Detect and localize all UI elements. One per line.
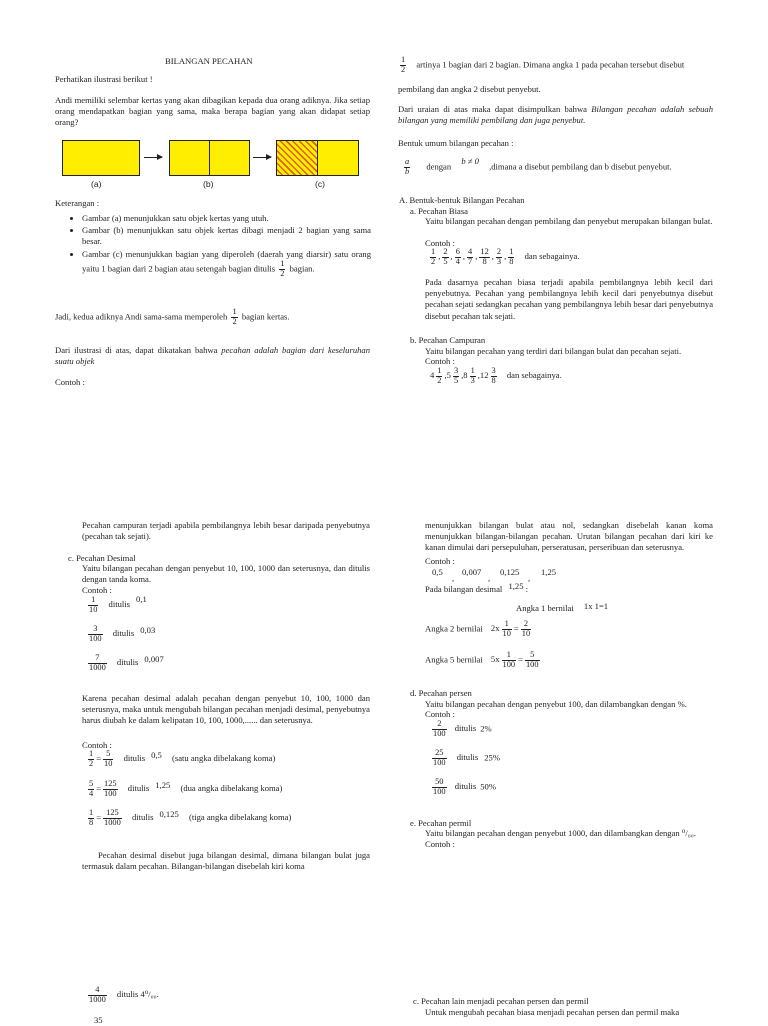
pembilang-text: pembilang dan angka 2 disebut penyebut. xyxy=(398,84,541,94)
conversion-example-1: $\frac{1}{2}$ = $\frac{5}{10}$ ditulis 0,5 (satu angka dibelakang koma) xyxy=(89,749,276,768)
contoh-label: Contoh : xyxy=(82,740,112,750)
section-a-heading: A. Bentuk-bentuk Bilangan Pecahan xyxy=(399,195,525,205)
pecahan-permil-heading: e. Pecahan permil xyxy=(410,818,472,828)
pecahan-persen-def: Yaitu bilangan pecahan dengan penyebut 100, dan dilambangkan dengan %. xyxy=(425,699,687,709)
fraction-half: $\frac{1}{2}$ xyxy=(401,55,406,74)
fraction-example: $\frac{12}{8}$ xyxy=(480,247,489,266)
persen-example-3: $\frac{50}{100}$ ditulis 50% xyxy=(433,777,496,796)
bullet-b: • Gambar (b) menunjukkan satu objek kertas dibagi menjadi 2 bagian yang sama besar. xyxy=(82,225,371,247)
conclusion-text: Dari uraian di atas maka dapat disimpulkan bahwa Bilangan pecahan adalah sebuah bilangan yang memiliki pembilang dan juga penyebut. xyxy=(398,104,713,126)
mixed-fraction-part: $\frac{1}{2}$ xyxy=(437,366,442,385)
whole-number: 12 xyxy=(479,370,489,381)
pecahan-campuran-def: Yaitu bilangan pecahan yang terdiri dari bilangan bulat dan pecahan sejati. xyxy=(425,346,682,356)
paper-half-left xyxy=(169,140,210,176)
campuran-note: Pecahan campuran terjadi apabila pembilangnya lebih besar daripada penyebutnya (pecahan tak sejati). xyxy=(82,520,370,542)
whole-number: 4 xyxy=(430,370,435,381)
whole-number: 8 xyxy=(463,370,468,381)
contoh-label: Contoh : xyxy=(82,585,112,595)
bullet-c-end: bagian. xyxy=(289,262,315,273)
paper-half-right xyxy=(209,140,250,176)
fraction-a-over-b: $\frac{a}{b}$ xyxy=(405,157,410,176)
half-explanation: $\frac{1}{2}$ artinya 1 bagian dari 2 bagian. Dimana angka 1 pada pecahan tersebut disebut xyxy=(401,55,685,74)
intro-text: Perhatikan ilustrasi berikut ! xyxy=(55,74,153,84)
dsb-text: dan sebagainya. xyxy=(506,370,562,381)
arrow-icon xyxy=(144,157,162,158)
decimal-value-4: 1,25 xyxy=(541,567,557,577)
separator: , xyxy=(488,573,491,583)
pecahan-biasa-heading: a. Pecahan Biasa xyxy=(410,206,468,216)
persen-example-2: $\frac{25}{100}$ ditulis 25% xyxy=(433,748,500,767)
bullet-c xyxy=(82,249,371,279)
fraction-half: $\frac{1}{2}$ xyxy=(280,258,285,278)
paper-whole xyxy=(62,140,140,176)
whole-number: 5 xyxy=(446,370,451,381)
decimal-value-2: 0,007 xyxy=(462,567,482,577)
pecahan-campuran-heading: b. Pecahan Campuran xyxy=(410,335,486,345)
permil-example: $\frac{4}{1000}$ ditulis 4⁰/₀₀. xyxy=(89,985,159,1004)
decimal-value-3: 0,125 xyxy=(500,567,520,577)
arrow-icon xyxy=(253,157,271,158)
karena-text: Karena pecahan desimal adalah pecahan dengan penyebut 10, 100, 1000 dan seterusnya, maka untuk mengubah bilangan pecahan menjadi desimal, penyebutnya harus diubah ke dalam kelipatan 10, 100, 1000,...... dan seterusnya. xyxy=(82,693,370,726)
fraction-example: $\frac{2}{5}$ xyxy=(443,247,448,266)
fraction-example: $\frac{4}{7}$ xyxy=(468,247,473,266)
contoh-label: Contoh : xyxy=(425,356,455,366)
dsb-text: dan sebagainya. xyxy=(524,251,580,262)
story-text: Andi memiliki selembar kertas yang akan dibagikan kepada dua orang adiknya. Jika setiap orang mendapatkan bagian yang sama, maka berapa bagian yang akan didapat setiap orang? xyxy=(55,95,370,128)
bullet-c-text: Gambar (c) menunjukkan bagian yang diperoleh (daerah yang diarsir) satu orang yaitu 1 bagian dari 2 bagian atau setengah bagian ditulis xyxy=(82,248,371,273)
fraction-example: $\frac{2}{3}$ xyxy=(496,247,502,266)
mixed-fraction-part: $\frac{3}{8}$ xyxy=(491,366,496,385)
bilangan-desimal-text: Pecahan desimal disebut juga bilangan desimal, dimana bilangan bulat juga termasuk dalam pecahan. Bilangan-bilangan disebelah kiri koma xyxy=(82,850,370,872)
desimal-example-1: $\frac{1}{10}$ ditulis 0,1 xyxy=(89,594,147,614)
conclusion-end: bagian kertas. xyxy=(241,311,290,322)
contoh-label: Contoh : xyxy=(425,709,455,719)
conclusion-text: Jadi, kedua adiknya Andi sama-sama memperoleh xyxy=(55,311,228,322)
persen-example-1: $\frac{2}{100}$ ditulis 2% xyxy=(433,719,492,738)
next-numerator: 35 xyxy=(94,1015,103,1025)
desimal-example-3: $\frac{7}{1000}$ ditulis 0,007 xyxy=(89,653,164,672)
separator: , xyxy=(452,573,455,583)
bentuk-umum-label: Bentuk umum bilangan pecahan : xyxy=(398,138,514,148)
desimal-example-2: $\frac{3}{100}$ ditulis 0,03 xyxy=(89,624,156,643)
keterangan-heading: Keterangan : xyxy=(55,198,100,208)
angka-5-line: Angka 5 bernilai 5x $\frac{1}{100}$ = $\frac{5}{100}$ xyxy=(425,650,539,669)
bullet-a: • Gambar (a) menunjukkan satu objek kertas yang utuh. xyxy=(82,213,371,224)
page-title: BILANGAN PECAHAN xyxy=(165,56,253,66)
fraction-example: $\frac{6}{4}$ xyxy=(455,247,460,266)
figure-label-c: (c) xyxy=(315,179,326,189)
conversion-example-2: $\frac{5}{4}$ = $\frac{125}{100}$ ditulis 1,25 (dua angka dibelakang koma) xyxy=(89,779,283,798)
mixed-fraction-part: $\frac{3}{5}$ xyxy=(453,366,459,385)
separator: , xyxy=(528,573,531,583)
pecahan-lain-heading: c. Pecahan lain menjadi pecahan persen dan permil xyxy=(413,996,589,1006)
conversion-example-3: $\frac{1}{8}$ = $\frac{125}{1000}$ ditulis 0,125 (tiga angka dibelakang koma) xyxy=(89,808,292,827)
keterangan-list xyxy=(66,213,371,279)
paper-shaded-half xyxy=(276,140,318,176)
paper-unshaded-half xyxy=(317,140,359,176)
pecahan-biasa-examples: $\frac{1}{2}$ , $\frac{2}{5}$ , $\frac{6}{4}$ , $\frac{4}{7}$ , $\frac{12}{8}$ , $\frac{2}{3}$ , $\frac{1}{8}$ dan sebagainya. xyxy=(431,247,580,266)
fraction-example: $\frac{1}{8}$ xyxy=(509,247,514,266)
urutan-text: menunjukkan bilangan bulat atau nol, sedangkan disebelah kanan koma menunjukkan bilangan-bilangan pecahan. Urutan bilangan pecahan dari kiri ke kanan dimulai dari persepuluhan, perseratusan, perseribuan dan seterusnya. xyxy=(425,520,713,553)
contoh-label: Contoh : xyxy=(55,377,85,387)
contoh-label: Contoh : xyxy=(425,238,455,248)
contoh-label: Contoh : xyxy=(425,556,455,566)
pecahan-persen-heading: d. Pecahan persen xyxy=(410,688,472,698)
mixed-fraction-part: $\frac{1}{3}$ xyxy=(470,366,475,385)
figure-label-a: (a) xyxy=(91,179,102,189)
pecahan-desimal-heading: c. Pecahan Desimal xyxy=(68,553,136,563)
pecahan-sejati-explanation: Pada dasarnya pecahan biasa terjadi apabila pembilangnya lebih kecil dari penyebutnya. Pecahan yang pembilangnya lebih kecil dari penyebutnya disebut pecahan sejati sedangkan pecahan yang pembilangnya lebih besar dari penyebutnya disebut pecahan tak sejati. xyxy=(425,277,714,321)
fraction-example: $\frac{1}{2}$ xyxy=(431,247,436,266)
general-form: $\frac{a}{b}$ dengan b ≠ 0 ,dimana a disebut pembilang dan b disebut penyebut. xyxy=(405,156,672,176)
figure-label-b: (b) xyxy=(203,179,214,189)
contoh-label: Contoh : xyxy=(425,839,455,849)
fraction-half: $\frac{1}{2}$ xyxy=(232,307,237,326)
decimal-value-1: 0,5 xyxy=(432,567,443,577)
pada-bilangan-desimal: Pada bilangan desimal 1,25 : xyxy=(425,581,529,594)
pecahan-permil-def: Yaitu bilangan pecahan dengan penyebut 1000, dan dilambangkan dengan ⁰/₀₀. xyxy=(425,828,696,838)
pecahan-lain-def: Untuk mengubah pecahan biasa menjadi pecahan persen dan permil maka xyxy=(425,1007,680,1017)
definition-text: Dari ilustrasi di atas, dapat dikatakan bahwa pecahan adalah bagian dari keseluruhan suatu objek xyxy=(55,345,371,367)
pecahan-biasa-def: Yaitu bilangan pecahan dengan pembilang dan penyebut merupakan bilangan bulat. xyxy=(425,216,713,226)
angka-1-line: Angka 1 bernilai 1x 1=1 xyxy=(516,601,609,613)
conclusion-line xyxy=(55,308,290,327)
angka-2-line: Angka 2 bernilai 2x $\frac{1}{10}$ = $\frac{2}{10}$ xyxy=(425,619,531,638)
pecahan-campuran-examples: 4 $\frac{1}{2}$ ,5 $\frac{3}{5}$ ,8 $\frac{1}{3}$ ,12 $\frac{3}{8}$ dan sebagainya. xyxy=(430,366,562,385)
pecahan-desimal-def: Yaitu bilangan pecahan dengan penyebut 10, 100, 1000 dan seterusnya, dan ditulis dengan tanda koma. xyxy=(82,563,370,585)
